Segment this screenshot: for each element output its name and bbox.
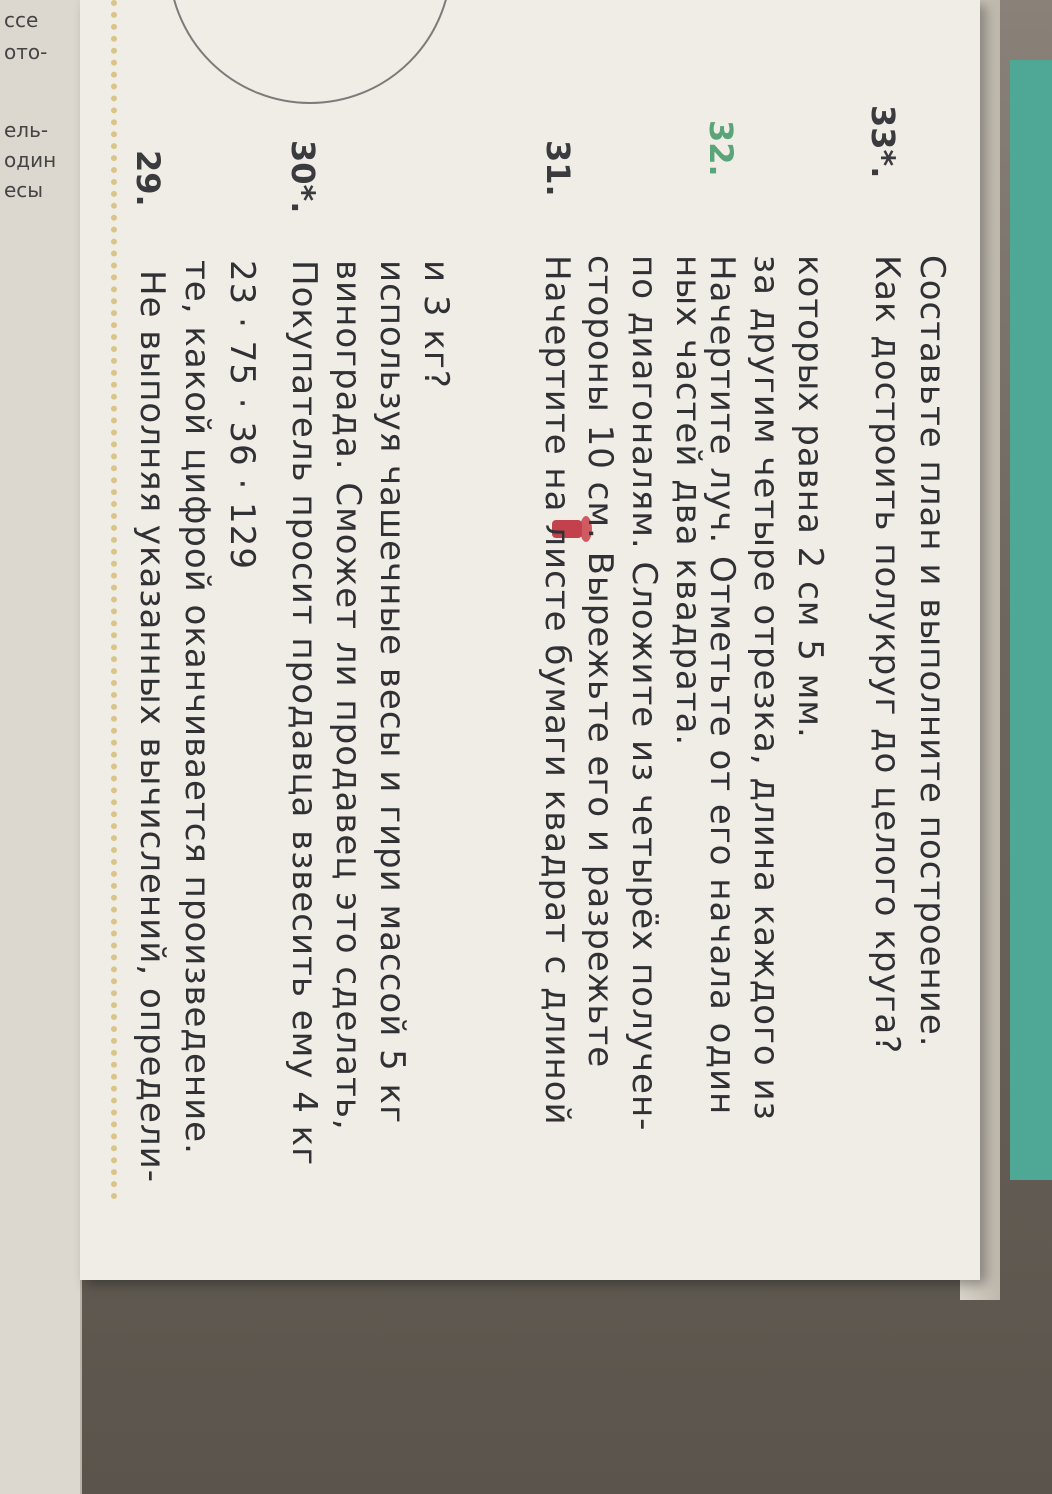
exercise-29-number: 29. bbox=[129, 150, 167, 207]
margin-fragment: один bbox=[4, 148, 57, 172]
exercise-29-line: те, какой цифрой оканчивается произведение. bbox=[177, 260, 217, 1155]
margin-fragment: ссе bbox=[4, 8, 39, 32]
exercise-33-line: Составьте план и выполните построение. bbox=[912, 255, 952, 1048]
exercise-32-line: за другим четыре отрезка, длина каждого из bbox=[746, 255, 786, 1121]
exercise-31-line: по диагоналям. Сложите из четырёх получен- bbox=[624, 255, 664, 1132]
margin-fragment: ото- bbox=[4, 40, 48, 64]
exercise-30-line: Покупатель просит продавца взвесить ему 4 кг bbox=[284, 260, 324, 1167]
exercise-31-line: Начертите на листе бумаги квадрат с длиной bbox=[537, 255, 577, 1126]
exercise-33-number: 33*. bbox=[864, 105, 902, 179]
exercise-31-line: стороны 10 см. Вырежьте его и разрежьте bbox=[580, 255, 620, 1069]
drawn-circle bbox=[168, 0, 452, 104]
exercise-32-line: Начертите луч. Отметьте от его начала один bbox=[702, 255, 742, 1116]
exercise-29-line: Не выполняя указанных вычислений, определи- bbox=[132, 270, 172, 1184]
dotted-divider bbox=[111, 0, 117, 1200]
exercise-30-line: используя чашечные весы и гири массой 5 кг bbox=[372, 260, 412, 1124]
exercise-31-number: 31. bbox=[539, 140, 577, 197]
exercise-31-line: ных частей два квадрата. bbox=[668, 255, 708, 747]
margin-fragment: есы bbox=[4, 178, 44, 202]
margin-fragment: ель- bbox=[4, 118, 49, 142]
exercise-30-number: 30*. bbox=[284, 140, 322, 214]
exercise-32-number: 32. bbox=[702, 120, 740, 177]
exercise-33-line: Как достроить полукруг до целого круга? bbox=[867, 255, 907, 1055]
exercise-32-line: которых равна 2 см 5 мм. bbox=[790, 255, 830, 739]
exercise-29-line: 23 · 75 · 36 · 129 bbox=[222, 260, 262, 570]
exercise-30-line: и 3 кг? bbox=[416, 260, 456, 389]
exercise-30-line: винограда. Сможет ли продавец это сделать, bbox=[328, 260, 368, 1131]
